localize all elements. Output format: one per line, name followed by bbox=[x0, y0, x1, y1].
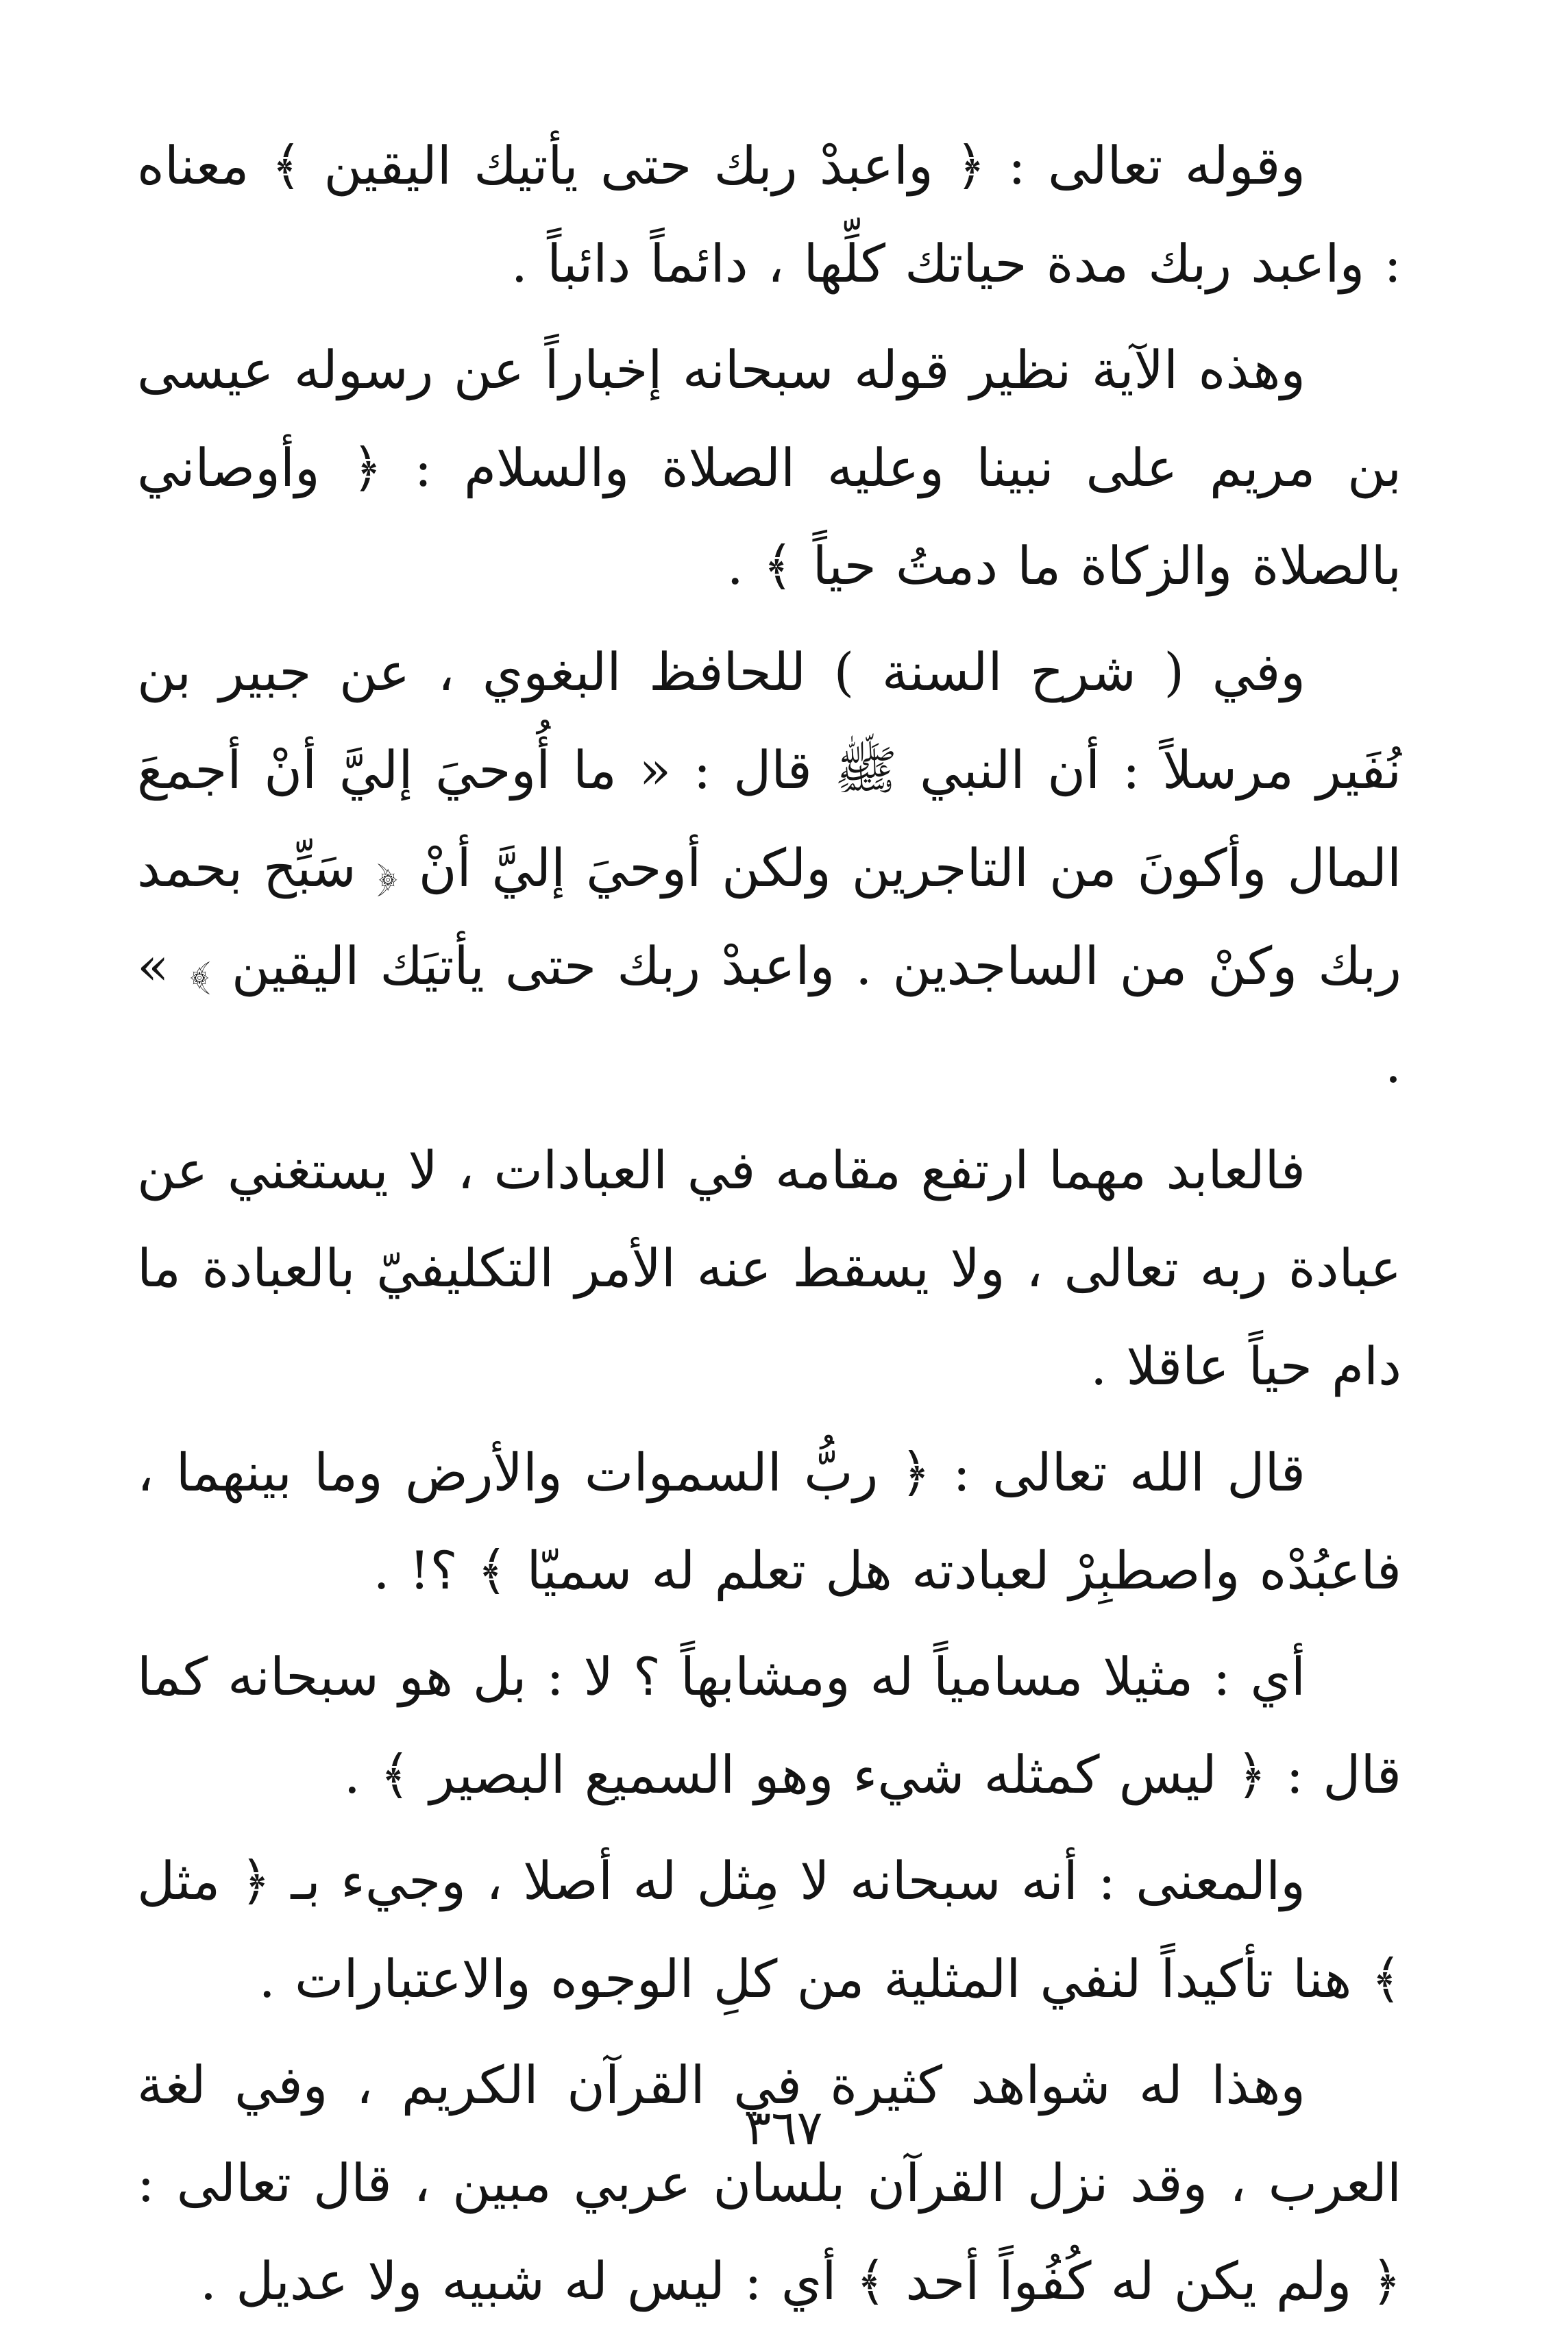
paragraph-5: قال الله تعالى : ﴿ ربُّ السموات والأرض وما بينهما ، فاعبُدْه واصطبِرْ لعبادته هل تعلم له سميّا ﴾ ؟! . bbox=[137, 1442, 1401, 1601]
paragraph-1: وقوله تعالى : ﴿ واعبدْ ربك حتى يأتيك اليقين ﴾ معناه : واعبد ربك مدة حياتك كلِّها ، دائماً دائباً . bbox=[137, 135, 1401, 294]
paragraph-4: فالعابد مهما ارتفع مقامه في العبادات ، لا يستغني عن عبادة ربه تعالى ، ولا يسقط عنه الأمر التكليفيّ بالعبادة ما دام حياً عاقلا . bbox=[137, 1140, 1401, 1397]
page-number: ٣٦٧ bbox=[745, 2100, 823, 2156]
page-body bbox=[137, 116, 1402, 2311]
paragraph-2: وهذه الآية نظير قوله سبحانه إخباراً عن رسوله عيسى بن مريم على نبينا وعليه الصلاة والسلام : ﴿ وأوصاني بالصلاة والزكاة ما دمتُ حياً ﴾ . bbox=[137, 339, 1402, 596]
paragraph-8: وهذا له شواهد كثيرة في القرآن الكريم ، وفي لغة العرب ، وقد نزل القرآن بلسان عربي مبين ، قال تعالى : ﴿ ولم يكن له كُفُواً أحد ﴾ أي : ليس له شبيه ولا عديل . bbox=[137, 2055, 1401, 2311]
paragraph-7: والمعنى : أنه سبحانه لا مِثل له أصلا ، وجيء بـ ﴿ مثل ﴾ هنا تأكيداً لنفي المثلية من كلِ الوجوه والاعتبارات . bbox=[137, 1850, 1401, 2009]
paragraph-3: وفي ( شرح السنة ) للحافظ البغوي ، عن جبير بن نُفَير مرسلاً : أن النبي ﷺ قال : « ما أُوحيَ إليَّ أنْ أجمعَ المال وأكونَ من التاجرين ولكن أوحيَ إليَّ أنْ ﴿ سَبِّح بحمد ربك وكنْ من الساجدين . واعبدْ ربك حتى يأتيَك اليقين ﴾ » . bbox=[137, 641, 1401, 1094]
paragraph-6: أي : مثيلا مسامياً له ومشابهاً ؟ لا : بل هو سبحانه كما قال : ﴿ ليس كمثله شيء وهو السميع البصير ﴾ . bbox=[137, 1646, 1401, 1805]
